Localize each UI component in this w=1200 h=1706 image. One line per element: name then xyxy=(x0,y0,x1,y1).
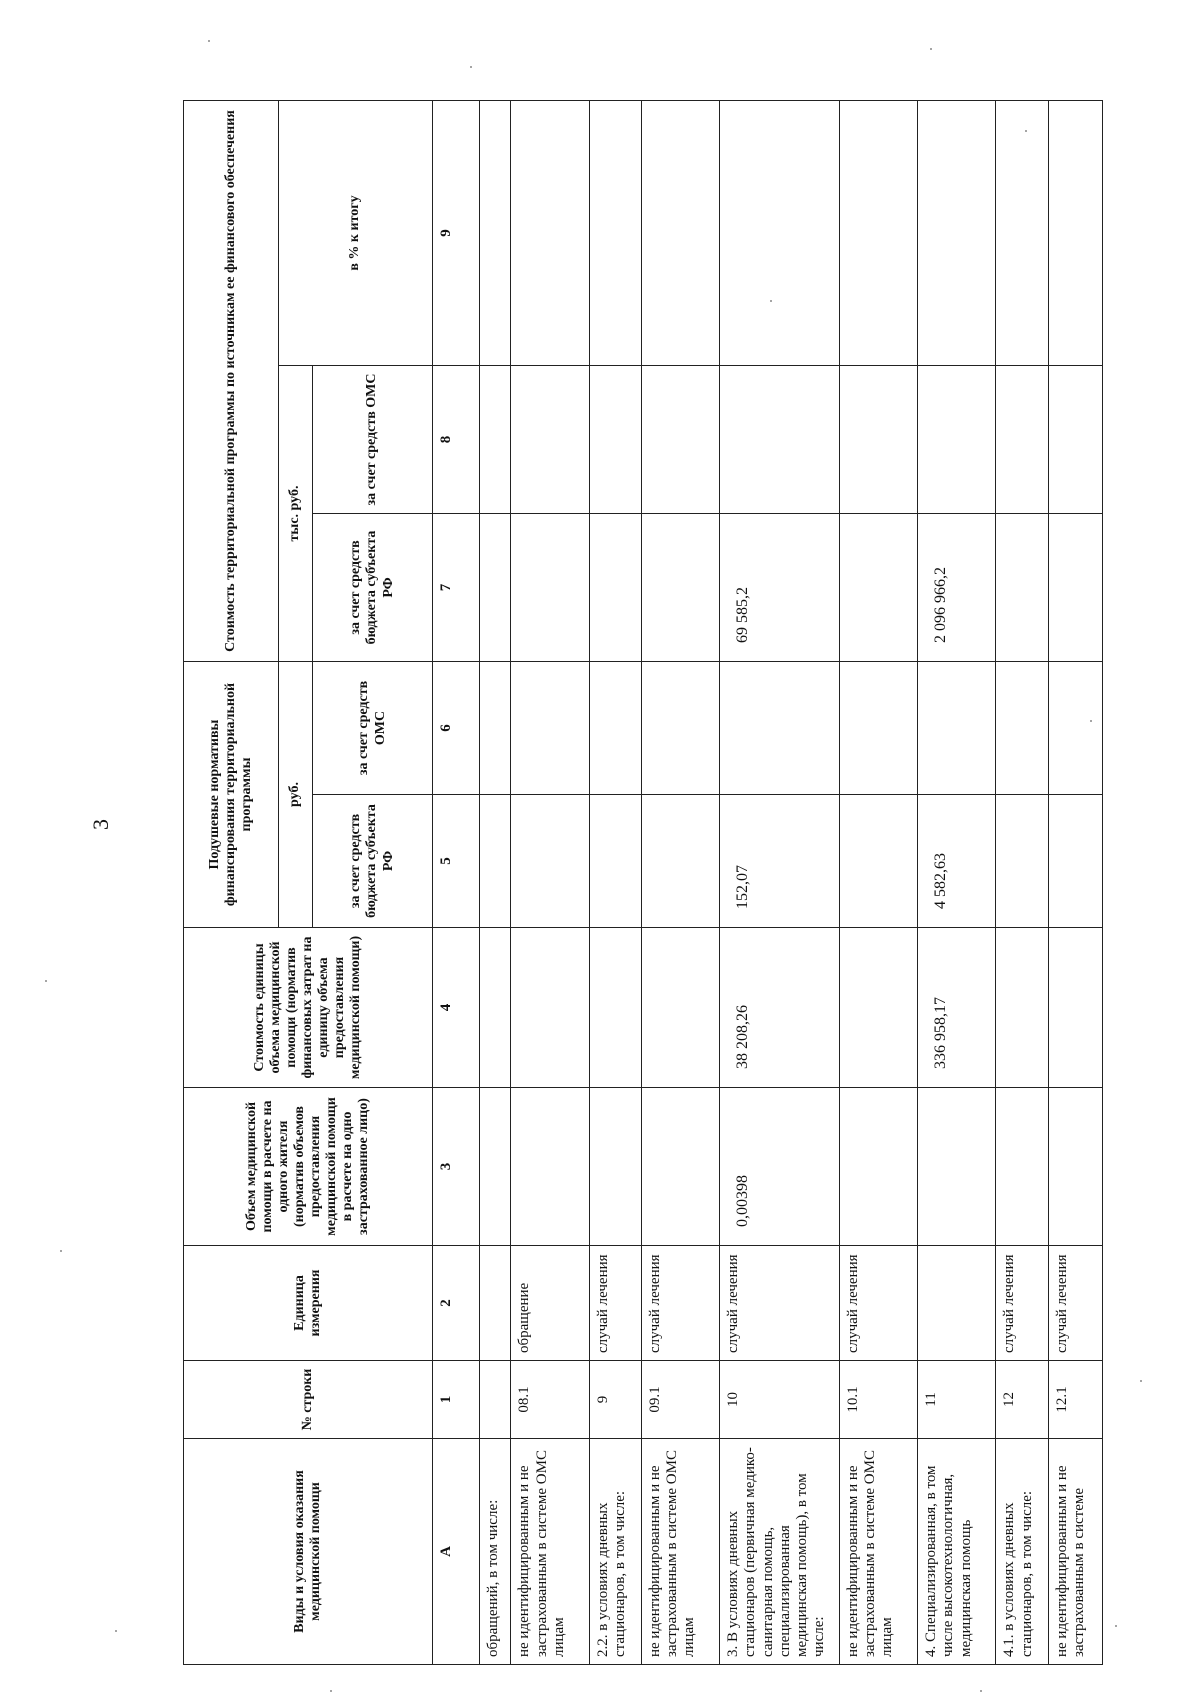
column-number: 6 xyxy=(433,662,480,795)
rotated-table-sheet xyxy=(183,101,1103,1665)
scan-speck xyxy=(208,40,210,42)
row-name: не идентифицированным и не застрахованным в системе ОМС лицам xyxy=(511,1439,589,1665)
row-unit: случай лечения xyxy=(641,1246,719,1361)
row-oms-rub xyxy=(511,662,589,795)
row-budget-rub xyxy=(1048,795,1102,928)
header-percent-total: в % к итогу xyxy=(279,101,433,366)
row-oms-thousand xyxy=(996,366,1048,514)
header-program-cost-group: Стоимость территориальной программы по источникам ее финансового обеспечения xyxy=(184,101,279,662)
row-oms-rub xyxy=(589,662,641,795)
row-volume xyxy=(641,1088,719,1246)
scan-speck xyxy=(1115,1625,1117,1627)
page-number: 3 xyxy=(88,819,113,830)
header-budget-rub: за счет средств бюджета субъекта РФ xyxy=(313,795,433,928)
header-volume: Объем медицинской помощи в расчете на одного жителя (норматив объемов предоставления медицинской помощи в расчете на одно застрахованное лицо) xyxy=(184,1088,433,1246)
row-volume: 0,00398 xyxy=(720,1088,840,1246)
row-unit xyxy=(918,1246,996,1361)
row-percent-total xyxy=(918,101,996,366)
row-oms-thousand xyxy=(479,366,510,514)
table-row xyxy=(996,101,1048,1665)
row-oms-rub xyxy=(996,662,1048,795)
row-line-number: 10.1 xyxy=(839,1361,917,1439)
table-row xyxy=(1048,101,1102,1665)
row-line-number: 12.1 xyxy=(1048,1361,1102,1439)
row-budget-thousand xyxy=(996,514,1048,662)
header-oms-rub: за счет средств ОМС xyxy=(313,662,433,795)
row-line-number xyxy=(479,1361,510,1439)
header-unit-thousand-rub: тыс. руб. xyxy=(279,366,313,662)
row-oms-thousand xyxy=(720,366,840,514)
row-oms-thousand xyxy=(641,366,719,514)
row-oms-thousand xyxy=(1048,366,1102,514)
row-volume xyxy=(1048,1088,1102,1246)
column-number: 9 xyxy=(433,101,480,366)
table-row xyxy=(720,101,840,1665)
row-oms-rub xyxy=(641,662,719,795)
row-unit: случай лечения xyxy=(589,1246,641,1361)
row-name: 4. Специализированная, в том числе высокотехнологичная, медицинская помощь xyxy=(918,1439,996,1665)
table-row xyxy=(918,101,996,1665)
row-oms-thousand xyxy=(589,366,641,514)
scan-speck xyxy=(60,1250,62,1252)
scan-speck xyxy=(115,1630,117,1632)
row-unit: случай лечения xyxy=(720,1246,840,1361)
row-unit-cost: 336 958,17 xyxy=(918,928,996,1088)
column-number: 4 xyxy=(433,928,480,1088)
row-name: не идентифицированным и не застрахованным в системе ОМС лицам xyxy=(839,1439,917,1665)
scan-speck xyxy=(980,1690,982,1692)
scan-speck xyxy=(45,980,47,982)
table-row xyxy=(589,101,641,1665)
row-percent-total xyxy=(839,101,917,366)
row-budget-rub xyxy=(479,795,510,928)
row-volume xyxy=(511,1088,589,1246)
row-budget-rub xyxy=(511,795,589,928)
scan-speck xyxy=(470,66,472,68)
column-number: 5 xyxy=(433,795,480,928)
scan-speck xyxy=(330,1690,332,1692)
row-line-number: 11 xyxy=(918,1361,996,1439)
row-name: не идентифицированным и не застрахованным в системе ОМС лицам xyxy=(641,1439,719,1665)
row-budget-rub xyxy=(996,795,1048,928)
row-unit-cost xyxy=(479,928,510,1088)
row-name: обращений, в том числе: xyxy=(479,1439,510,1665)
column-number: 3 xyxy=(433,1088,480,1246)
row-unit-cost xyxy=(1048,928,1102,1088)
row-budget-thousand: 69 585,2 xyxy=(720,514,840,662)
row-percent-total xyxy=(511,101,589,366)
row-budget-thousand xyxy=(839,514,917,662)
row-percent-total xyxy=(720,101,840,366)
row-oms-rub xyxy=(479,662,510,795)
header-per-capita-group: Подушевые нормативы финансирования территориальной программы xyxy=(184,662,279,928)
column-number: А xyxy=(433,1439,480,1665)
row-percent-total xyxy=(996,101,1048,366)
row-oms-thousand xyxy=(839,366,917,514)
row-volume xyxy=(589,1088,641,1246)
row-line-number: 10 xyxy=(720,1361,840,1439)
row-budget-thousand xyxy=(589,514,641,662)
row-budget-rub xyxy=(589,795,641,928)
row-volume xyxy=(479,1088,510,1246)
table-row xyxy=(839,101,917,1665)
row-line-number: 08.1 xyxy=(511,1361,589,1439)
column-number: 7 xyxy=(433,514,480,662)
row-line-number: 12 xyxy=(996,1361,1048,1439)
row-oms-thousand xyxy=(511,366,589,514)
row-volume xyxy=(918,1088,996,1246)
row-name: 3. В условиях дневных стационаров (первичная медико-санитарная помощь, специализированная медицинская помощь), в том числе: xyxy=(720,1439,840,1665)
table-row xyxy=(641,101,719,1665)
table-row xyxy=(479,101,510,1665)
header-unit-rub: руб. xyxy=(279,662,313,928)
row-oms-rub xyxy=(720,662,840,795)
row-percent-total xyxy=(1048,101,1102,366)
row-unit-cost: 38 208,26 xyxy=(720,928,840,1088)
table-row xyxy=(511,101,589,1665)
row-unit-cost xyxy=(996,928,1048,1088)
scan-speck xyxy=(1140,1380,1142,1382)
row-volume xyxy=(839,1088,917,1246)
row-oms-rub xyxy=(1048,662,1102,795)
scan-speck xyxy=(1025,130,1027,132)
column-numbers-row xyxy=(433,101,480,1665)
header-budget-thousand: за счет средств бюджета субъекта РФ xyxy=(313,514,433,662)
row-oms-rub xyxy=(918,662,996,795)
header-unit-cost: Стоимость единицы объема медицинской помощи (норматив финансовых затрат на единицу объема предоставления медицинской помощи) xyxy=(184,928,433,1088)
row-budget-rub xyxy=(839,795,917,928)
row-budget-thousand: 2 096 966,2 xyxy=(918,514,996,662)
header-unit: Единица измерения xyxy=(184,1246,433,1361)
header-line-number: № строки xyxy=(184,1361,433,1439)
row-unit-cost xyxy=(511,928,589,1088)
row-name: 2.2. в условиях дневных стационаров, в том числе: xyxy=(589,1439,641,1665)
row-percent-total xyxy=(589,101,641,366)
row-unit: случай лечения xyxy=(839,1246,917,1361)
row-volume xyxy=(996,1088,1048,1246)
row-budget-thousand xyxy=(479,514,510,662)
row-unit-cost xyxy=(589,928,641,1088)
row-oms-rub xyxy=(839,662,917,795)
row-budget-thousand xyxy=(511,514,589,662)
header-oms-thousand: за счет средств ОМС xyxy=(313,366,433,514)
row-budget-rub: 152,07 xyxy=(720,795,840,928)
row-unit: случай лечения xyxy=(996,1246,1048,1361)
scan-speck xyxy=(770,300,772,302)
column-number: 1 xyxy=(433,1361,480,1439)
row-oms-thousand xyxy=(918,366,996,514)
row-name: не идентифицированным и не застрахованным в системе xyxy=(1048,1439,1102,1665)
column-number: 8 xyxy=(433,366,480,514)
row-budget-thousand xyxy=(1048,514,1102,662)
row-name: 4.1. в условиях дневных стационаров, в том числе: xyxy=(996,1439,1048,1665)
row-line-number: 09.1 xyxy=(641,1361,719,1439)
financing-table xyxy=(183,100,1103,1665)
row-unit: случай лечения xyxy=(1048,1246,1102,1361)
scan-speck xyxy=(930,48,932,50)
row-unit xyxy=(479,1246,510,1361)
row-budget-rub: 4 582,63 xyxy=(918,795,996,928)
row-budget-thousand xyxy=(641,514,719,662)
row-budget-rub xyxy=(641,795,719,928)
row-line-number: 9 xyxy=(589,1361,641,1439)
row-unit-cost xyxy=(839,928,917,1088)
row-percent-total xyxy=(479,101,510,366)
header-type: Виды и условия оказания медицинской помощи xyxy=(184,1439,433,1665)
row-unit: обращение xyxy=(511,1246,589,1361)
row-percent-total xyxy=(641,101,719,366)
scan-speck xyxy=(1090,720,1092,722)
column-number: 2 xyxy=(433,1246,480,1361)
row-unit-cost xyxy=(641,928,719,1088)
